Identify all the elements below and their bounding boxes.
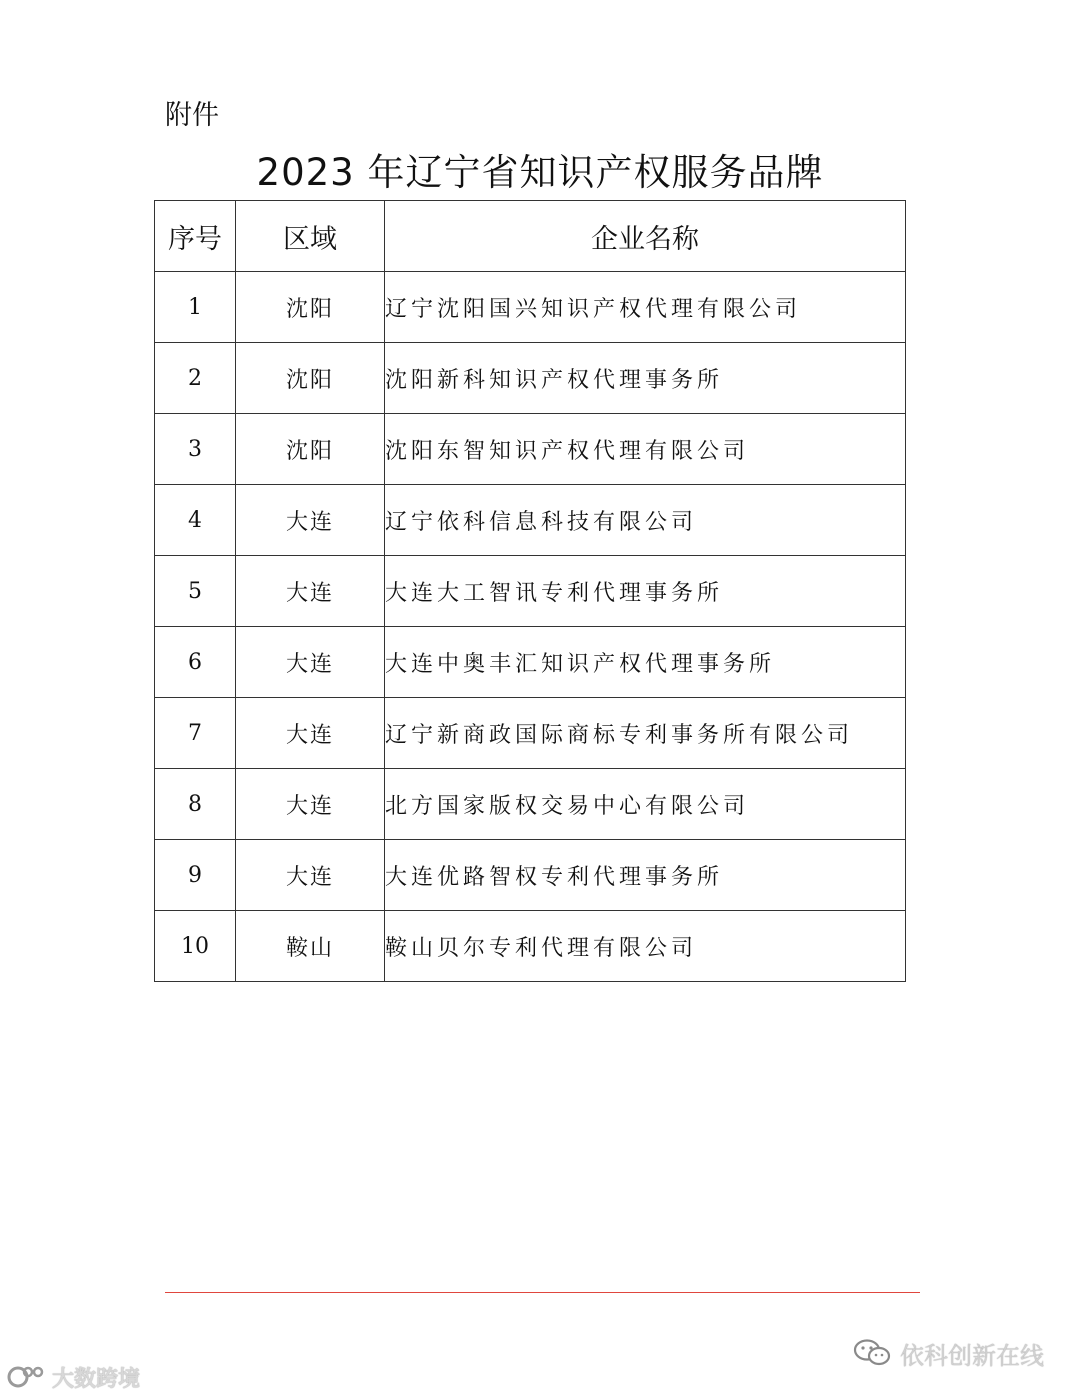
row-region: 鞍山 <box>236 911 385 982</box>
row-number: 3 <box>155 414 236 485</box>
table-row <box>155 769 906 840</box>
row-company: 大连大工智讯专利代理事务所 <box>385 556 906 627</box>
table-row <box>155 911 906 982</box>
table-row <box>155 485 906 556</box>
row-number: 8 <box>155 769 236 840</box>
row-number: 1 <box>155 272 236 343</box>
wechat-icon <box>852 1338 892 1368</box>
row-number: 9 <box>155 840 236 911</box>
row-number: 4 <box>155 485 236 556</box>
watermark-left-text: 大数跨境 <box>52 1366 141 1392</box>
row-company: 辽宁依科信息科技有限公司 <box>385 485 906 556</box>
row-number: 6 <box>155 627 236 698</box>
row-company: 沈阳新科知识产权代理事务所 <box>385 343 906 414</box>
header-region: 区域 <box>236 201 385 272</box>
table-row <box>155 698 906 769</box>
row-company: 鞍山贝尔专利代理有限公司 <box>385 911 906 982</box>
row-company: 大连中奥丰汇知识产权代理事务所 <box>385 627 906 698</box>
row-company: 大连优路智权专利代理事务所 <box>385 840 906 911</box>
footer-divider <box>165 1292 920 1293</box>
row-region: 大连 <box>236 698 385 769</box>
watermark-right-text: 依科创新在线 <box>900 1341 1044 1370</box>
row-region: 大连 <box>236 769 385 840</box>
row-region: 沈阳 <box>236 414 385 485</box>
table-row <box>155 272 906 343</box>
table-header-row <box>155 201 906 272</box>
table-row <box>155 840 906 911</box>
table-row <box>155 414 906 485</box>
row-region: 沈阳 <box>236 272 385 343</box>
header-company: 企业名称 <box>385 201 906 272</box>
table-row <box>155 343 906 414</box>
row-company: 辽宁沈阳国兴知识产权代理有限公司 <box>385 272 906 343</box>
document-title: 2023 年辽宁省知识产权服务品牌 <box>256 151 824 194</box>
row-company: 北方国家版权交易中心有限公司 <box>385 769 906 840</box>
brand-logo-icon <box>6 1364 46 1390</box>
row-number: 7 <box>155 698 236 769</box>
table-row <box>155 627 906 698</box>
row-region: 大连 <box>236 627 385 698</box>
attachment-label: 附件 <box>165 100 219 131</box>
row-company: 辽宁新商政国际商标专利事务所有限公司 <box>385 698 906 769</box>
row-company: 沈阳东智知识产权代理有限公司 <box>385 414 906 485</box>
row-region: 大连 <box>236 840 385 911</box>
table-row <box>155 556 906 627</box>
watermark-left <box>6 1362 140 1392</box>
watermark-right <box>852 1336 1044 1370</box>
row-number: 10 <box>155 911 236 982</box>
brand-table <box>154 200 906 982</box>
row-number: 5 <box>155 556 236 627</box>
row-region: 大连 <box>236 485 385 556</box>
row-region: 沈阳 <box>236 343 385 414</box>
header-no: 序号 <box>155 201 236 272</box>
row-number: 2 <box>155 343 236 414</box>
row-region: 大连 <box>236 556 385 627</box>
